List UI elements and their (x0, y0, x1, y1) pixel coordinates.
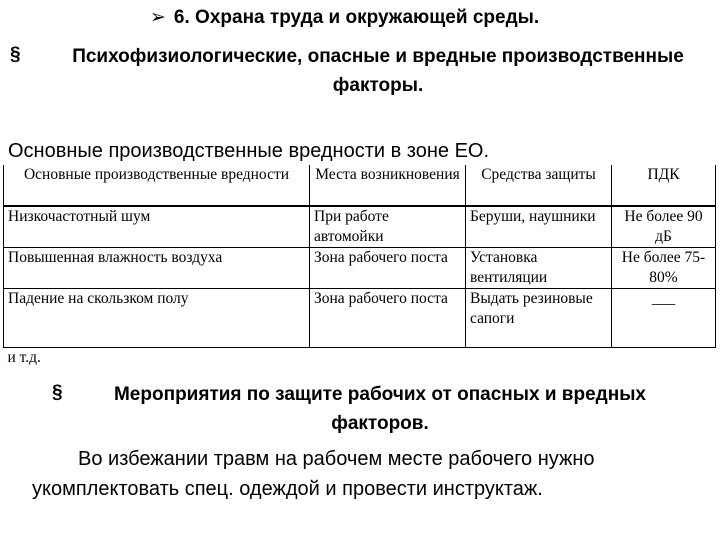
column-header: Места возникновения (310, 165, 466, 206)
table-row (4, 289, 716, 348)
measures-paragraph (32, 444, 712, 504)
column-header: Средства защиты (466, 165, 612, 206)
hazards-table (3, 165, 716, 370)
measures-text: Во избежании травм на рабочем месте рабочего нужно укомплектовать спец. одеждой и провести инструктаж. (32, 448, 595, 500)
arrow-bullet-icon: ➢ (150, 7, 166, 28)
table-cell: Выдать резиновые сапоги (466, 289, 612, 348)
table-header-row (4, 165, 716, 206)
table-caption: Основные производственные вредности в зоне ЕО. (8, 140, 490, 162)
table-cell: Не более 75-80% (612, 248, 716, 289)
table-cell: Падение на скользком полу (4, 289, 310, 348)
table-row (4, 206, 716, 248)
table-cell: ___ (612, 289, 716, 348)
section-heading (150, 6, 539, 29)
measures-heading: Мероприятия по защите рабочих от опасных и вредных факторов. (113, 384, 646, 434)
table-row (4, 248, 716, 289)
section-heading-text: 6. Охрана труда и окружающей среды. (173, 7, 540, 28)
column-header: ПДК (612, 165, 716, 206)
table-cell: Зона рабочего поста (310, 289, 466, 348)
table-cell: Низкочастотный шум (4, 206, 310, 248)
square-bullet-icon: § (10, 44, 21, 65)
table-etc-row (4, 348, 716, 371)
table-cell: Повышенная влажность воздуха (4, 248, 310, 289)
table-cell: Беруши, наушники (466, 206, 612, 248)
table-cell: При работе автомойки (310, 206, 466, 248)
column-header: Основные производственные вредности (4, 165, 310, 206)
table-cell: Не более 90 дБ (612, 206, 716, 248)
table-etc: и т.д. (7, 349, 41, 366)
square-bullet-icon: § (52, 382, 63, 403)
table-cell: Установка вентиляции (466, 248, 612, 289)
factors-heading: Психофизиологические, опасные и вредные производственные факторы. (72, 46, 684, 96)
table-cell: Зона рабочего поста (310, 248, 466, 289)
